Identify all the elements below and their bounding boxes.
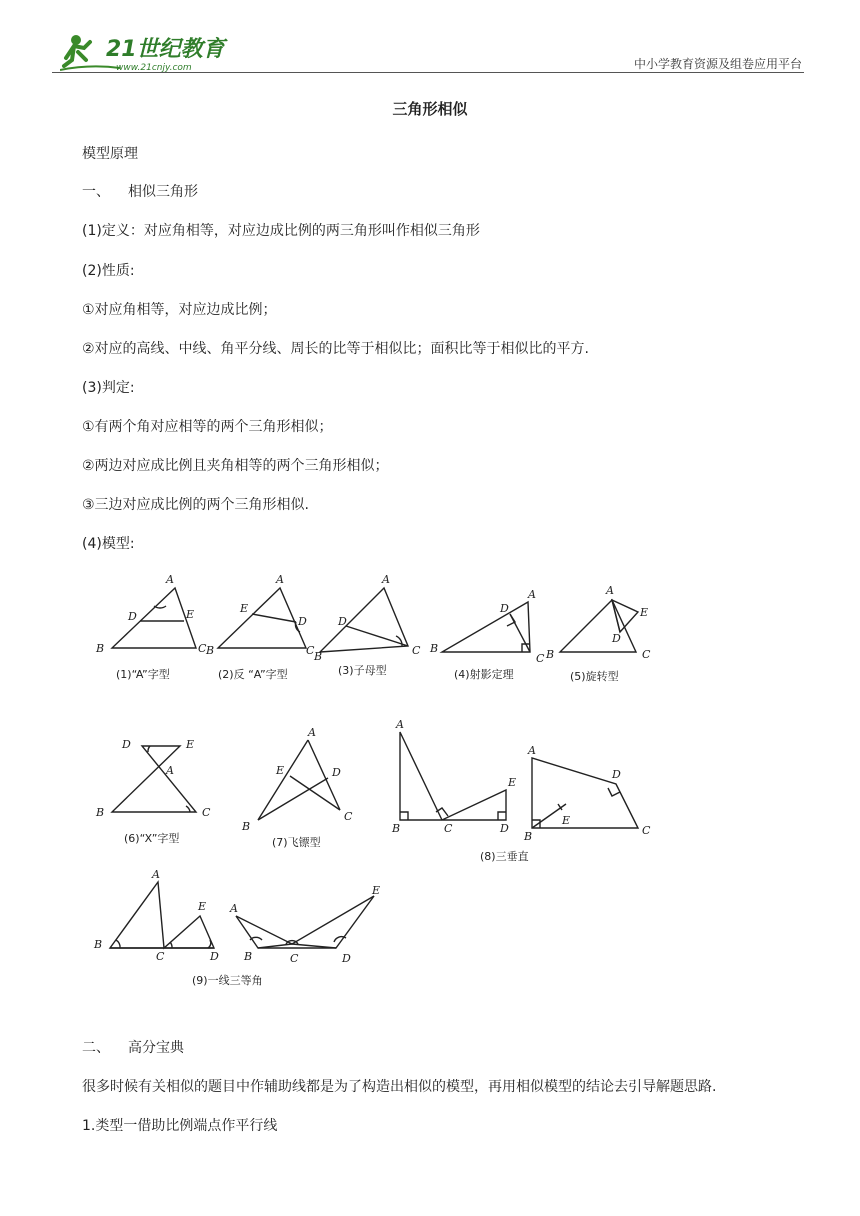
label-d: D — [342, 952, 351, 965]
label-c: C — [202, 806, 211, 819]
text-line: (1)定义：对应角相等，对应边成比例的两三角形叫作相似三角形 — [82, 223, 480, 239]
text-line: 模型原理 — [82, 146, 138, 162]
label-a: A — [308, 726, 316, 739]
label-a: A — [606, 584, 614, 597]
label-a: A — [382, 573, 390, 586]
logo-text: 21世纪教育 — [106, 37, 225, 62]
label-a: A — [396, 718, 404, 731]
label-b: B — [96, 806, 105, 819]
label-e: E — [186, 738, 195, 751]
caption-4: (4)射影定理 — [454, 668, 514, 681]
section-number: 一、 — [82, 184, 110, 200]
label-a: A — [276, 573, 284, 586]
section-number: 二、 — [82, 1040, 110, 1056]
caption-7: (7)飞镖型 — [272, 836, 321, 849]
label-b: B — [94, 938, 103, 951]
model-4-projection — [429, 588, 545, 681]
label-c: C — [536, 652, 545, 665]
model-2-reverse-a-shape — [205, 573, 315, 681]
platform-name: 中小学教育资源及组卷应用平台 — [633, 57, 802, 71]
label-d: D — [612, 632, 621, 645]
label-e: E — [186, 608, 195, 621]
label-d: D — [612, 768, 621, 781]
label-c: C — [198, 642, 207, 655]
text-line: (4)模型: — [82, 536, 135, 552]
label-e: E — [640, 606, 649, 619]
label-a: A — [528, 744, 536, 757]
text-line: ①有两个角对应相等的两个三角形相似； — [82, 419, 333, 435]
label-a: A — [166, 573, 174, 586]
text-line: ③三边对应成比例的两个三角形相似. — [82, 497, 310, 513]
label-d: D — [128, 610, 137, 623]
label-b: B — [96, 642, 105, 655]
model-3-mother-child — [313, 573, 421, 677]
section-heading-2 — [82, 1037, 184, 1057]
caption-1: (1)“A”字型 — [116, 668, 170, 681]
model-7-dart — [241, 726, 353, 849]
label-c: C — [444, 822, 453, 835]
label-c: C — [306, 644, 315, 657]
label-d: D — [298, 615, 307, 628]
label-c: C — [156, 950, 165, 963]
label-b: B — [206, 644, 215, 657]
label-a: A — [152, 868, 160, 881]
label-b: B — [314, 650, 323, 663]
text-line: 1.类型一借助比例端点作平行线 — [82, 1118, 278, 1134]
label-d: D — [500, 822, 509, 835]
caption-6: (6)“X”字型 — [124, 832, 180, 845]
label-e: E — [562, 814, 571, 827]
label-b: B — [524, 830, 533, 843]
model-9-one-line-three-angles-b — [229, 884, 380, 965]
label-e: E — [508, 776, 517, 789]
model-5-rotation — [545, 584, 651, 683]
text-line: ①对应角相等，对应边成比例； — [82, 302, 277, 318]
caption-5: (5)旋转型 — [570, 670, 619, 683]
label-d: D — [122, 738, 131, 751]
section-title: 高分宝典 — [128, 1040, 184, 1056]
label-b: B — [242, 820, 251, 833]
label-d: D — [332, 766, 341, 779]
caption-8: (8)三垂直 — [480, 850, 529, 863]
label-b: B — [546, 648, 555, 661]
label-c: C — [642, 648, 651, 661]
label-b: B — [430, 642, 439, 655]
label-c: C — [344, 810, 353, 823]
label-a: A — [528, 588, 536, 601]
caption-2: (2)反 “A”字型 — [218, 668, 288, 681]
label-c: C — [642, 824, 651, 837]
text-line: (2)性质: — [82, 263, 135, 279]
caption-3: (3)子母型 — [338, 664, 387, 677]
label-c: C — [412, 644, 421, 657]
label-c: C — [290, 952, 299, 965]
label-e: E — [240, 602, 249, 615]
section-title: 相似三角形 — [128, 184, 198, 200]
text-line: 很多时候有关相似的题目中作辅助线都是为了构造出相似的模型，再用相似模型的结论去引导解题思路. — [82, 1079, 717, 1095]
label-d: D — [210, 950, 219, 963]
text-line: ②两边对应成比例且夹角相等的两个三角形相似； — [82, 458, 389, 474]
label-e: E — [276, 764, 285, 777]
text-line: (3)判定: — [82, 380, 135, 396]
page-title: 三角形相似 — [392, 100, 468, 118]
caption-9: (9)一线三等角 — [192, 974, 263, 987]
label-d: D — [338, 615, 347, 628]
model-1-a-shape — [95, 573, 207, 681]
model-9-one-line-three-angles-a — [93, 868, 263, 987]
model-8-three-perpendicular-a — [391, 718, 516, 835]
label-d: D — [500, 602, 509, 615]
logo-url: www.21cnjy.com — [116, 63, 192, 73]
label-e: E — [198, 900, 207, 913]
label-b: B — [392, 822, 401, 835]
label-a: A — [166, 764, 174, 777]
label-e: E — [372, 884, 381, 897]
label-b: B — [244, 950, 253, 963]
text-line: ②对应的高线、中线、角平分线、周长的比等于相似比；面积比等于相似比的平方. — [82, 341, 589, 357]
label-a: A — [230, 902, 238, 915]
model-6-x-shape — [95, 738, 211, 845]
